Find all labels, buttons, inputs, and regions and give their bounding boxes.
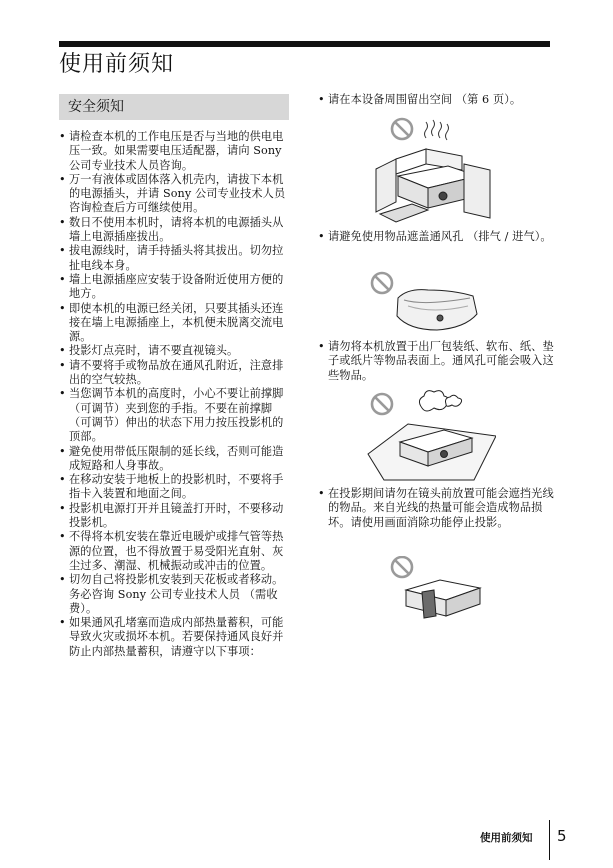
cloth-covered-projector-icon [397, 290, 477, 330]
safety-item: • 拔电源线时，请手持插头将其拔出。切勿拉扯电线本身。 [59, 244, 291, 273]
safety-item: • 数日不使用本机时，请将本机的电源插头从墙上电源插座拔出。 [59, 216, 291, 245]
ventilation-item: • 在投影期间请勿在镜头前放置可能会遮挡光线的物品。来自光线的热量可能会造成物品损坏。请使用画面消除功能停止投影。 [318, 487, 560, 530]
top-rule [59, 41, 550, 47]
prohibited-icon [372, 273, 392, 293]
section-title: 安全须知 [68, 99, 124, 115]
prohibited-icon [392, 557, 412, 577]
ventilation-item: • 请避免使用物品遮盖通风孔 （排气 / 进气）。 [318, 230, 560, 244]
safety-item: • 如果通风孔堵塞而造成内部热量蓄积，可能导致火灾或损坏本机。若要保持通风良好并防止内部热量蓄积，请遵守以下事项： [59, 616, 291, 659]
safety-item: • 不得将本机安装在靠近电暖炉或排气管等热源的位置，也不得放置于易受阳光直射、灰尘过多、潮湿、机械振动或冲击的位置。 [59, 530, 291, 573]
heat-waves-icon [425, 120, 449, 140]
safety-item: • 投影灯点亮时，请不要直视镜头。 [59, 344, 291, 358]
ventilation-item: • 请勿将本机放置于出厂包装纸、软布、纸、垫子或纸片等物品表面上。通风孔可能会吸入这些物品。 [318, 340, 560, 383]
safety-item: • 投影机电源打开并且镜盖打开时，不要移动投影机。 [59, 502, 291, 531]
projector-icon [406, 580, 480, 616]
safety-item: • 即使本机的电源已经关闭，只要其插头还连接在墙上电源插座上，本机便未脱离交流电源。 [59, 302, 291, 345]
ventilation-item: • 请在本设备周围留出空间 （第 6 页）。 [318, 93, 560, 107]
safety-item: • 在移动安装于地板上的投影机时，不要将手指卡入装置和地面之间。 [59, 473, 291, 502]
covered-vent-illustration [368, 268, 488, 336]
prohibited-icon [392, 119, 412, 139]
safety-item: • 当您调节本机的高度时，小心不要让前撑脚 （可调节）夹到您的手指。不要在前撑脚 （可调节）伸出的状态下用力按压投影机的顶部。 [59, 387, 291, 444]
safety-item: • 切勿自己将投影机安装到天花板或者移动。务必咨询 Sony 公司专业技术人员 （需收费）。 [59, 573, 291, 616]
safety-item: • 请不要将手或物品放在通风孔附近，注意排出的空气较热。 [59, 359, 291, 388]
page-number: 5 [557, 827, 567, 845]
prohibited-icon [372, 394, 392, 414]
footer-divider [549, 820, 550, 860]
smoke-icon [419, 391, 461, 411]
projector-boxed-in-icon [376, 149, 490, 222]
projector-surrounded-illustration [368, 114, 498, 232]
safety-item: • 请检查本机的工作电压是否与当地的供电电压一致。如果需要电压适配器，请向 Sony 公司专业技术人员咨询。 [59, 130, 291, 173]
blocking-object-icon [422, 590, 436, 618]
safety-item: • 墙上电源插座应安装于设备附近使用方便的地方。 [59, 273, 291, 302]
paper-surface-illustration [364, 384, 496, 484]
footer-section-label: 使用前须知 [480, 832, 533, 844]
lens-blocked-illustration [388, 556, 488, 620]
safety-item: • 万一有液体或固体落入机壳内，请拔下本机的电源插头，并请 Sony 公司专业技术人员咨询检查后方可继续使用。 [59, 173, 291, 216]
section-header [59, 94, 289, 120]
projector-on-paper-icon [368, 424, 496, 480]
safety-item: • 避免使用带低压限制的延长线，否则可能造成短路和人身事故。 [59, 445, 291, 474]
page-title: 使用前须知 [59, 52, 175, 77]
safety-list [59, 130, 291, 659]
